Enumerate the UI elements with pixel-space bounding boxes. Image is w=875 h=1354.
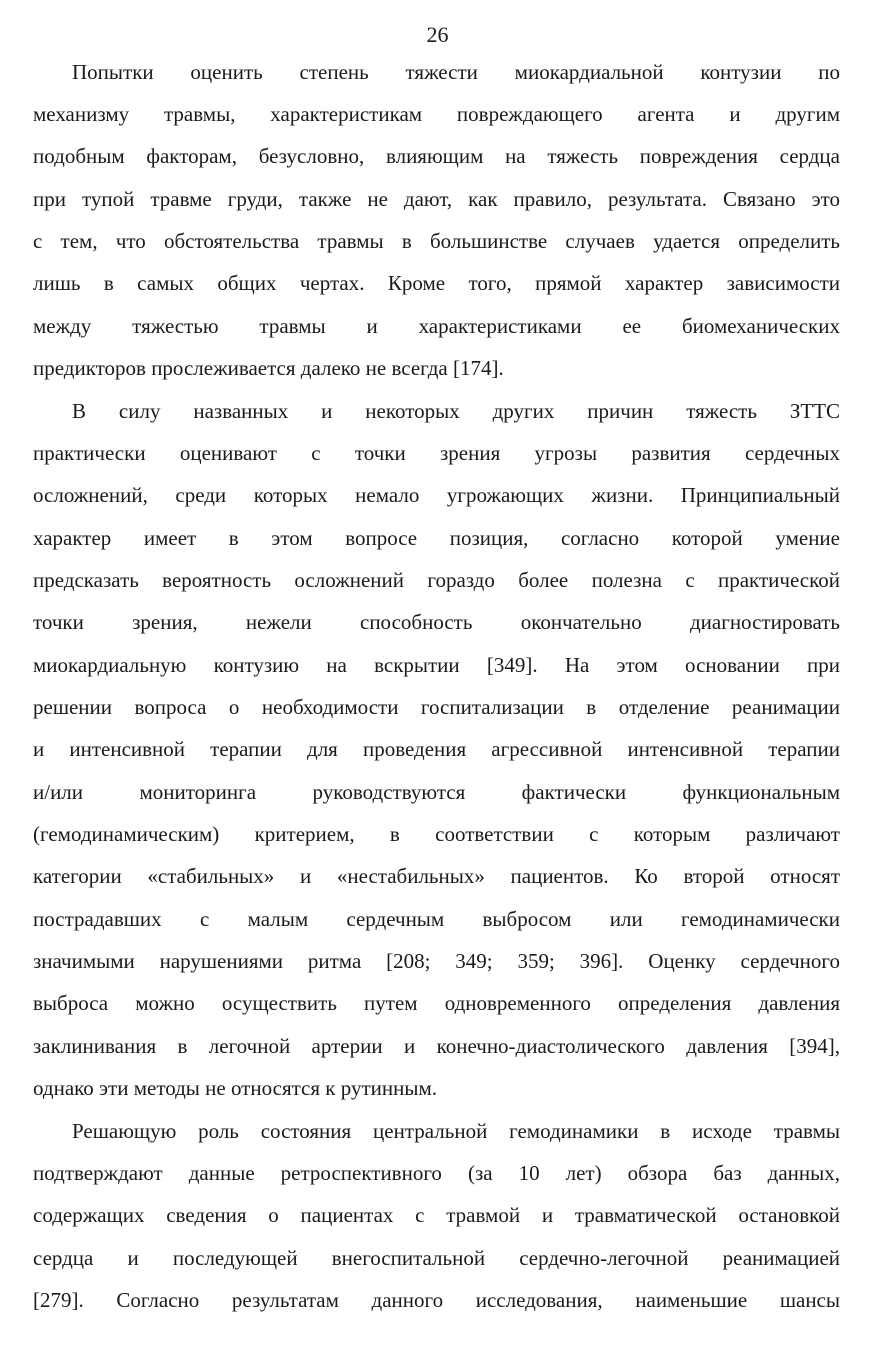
paragraph-line: и интенсивной терапии для проведения агрессивной интенсивной терапии [33, 737, 840, 761]
page-number: 26 [426, 22, 449, 47]
paragraph-line: механизму травмы, характеристикам повреждающего агента и другим [33, 102, 840, 126]
paragraph-line: предикторов прослеживается далеко не всегда [174]. [33, 356, 504, 380]
paragraph-line: лишь в самых общих чертах. Кроме того, прямой характер зависимости [33, 271, 840, 295]
paragraph-line: Попытки оценить степень тяжести миокардиальной контузии по [72, 60, 840, 84]
paragraph-line: миокардиальную контузию на вскрытии [349]. На этом основании при [33, 653, 840, 677]
paragraph-line: выброса можно осуществить путем одновременного определения давления [33, 991, 840, 1015]
paragraph-line: точки зрения, нежели способность окончательно диагностировать [33, 610, 840, 634]
paragraph-line: при тупой травме груди, также не дают, как правило, результата. Связано это [33, 187, 840, 211]
paragraph-line: (гемодинамическим) критерием, в соответствии с которым различают [33, 822, 840, 846]
paragraph-line: содержащих сведения о пациентах с травмой и травматической остановкой [33, 1203, 840, 1227]
paragraph-line: между тяжестью травмы и характеристиками ее биомеханических [33, 314, 840, 338]
paragraph-line: подтверждают данные ретроспективного (за 10 лет) обзора баз данных, [33, 1161, 840, 1185]
paragraph-line: заклинивания в легочной артерии и конечно-диастолического давления [394], [33, 1034, 840, 1058]
paragraph-line: решении вопроса о необходимости госпитализации в отделение реанимации [33, 695, 840, 719]
paragraph-line: и/или мониторинга руководствуются фактически функциональным [33, 780, 840, 804]
paragraph-line: пострадавших с малым сердечным выбросом или гемодинамически [33, 907, 840, 931]
paragraph-line: категории «стабильных» и «нестабильных» пациентов. Ко второй относят [33, 864, 840, 888]
paragraph-line: осложнений, среди которых немало угрожающих жизни. Принципиальный [33, 483, 840, 507]
paragraph-line: характер имеет в этом вопросе позиция, согласно которой умение [33, 526, 840, 550]
paragraph-line: сердца и последующей внегоспитальной сердечно-легочной реанимацией [33, 1246, 840, 1270]
paragraph-line: В силу названных и некоторых других причин тяжесть ЗТТС [72, 399, 840, 423]
paragraph-line: практически оценивают с точки зрения угрозы развития сердечных [33, 441, 840, 465]
paragraph-line: с тем, что обстоятельства травмы в большинстве случаев удается определить [33, 229, 840, 253]
paragraph-line: Решающую роль состояния центральной гемодинамики в исходе травмы [72, 1119, 840, 1143]
paragraph-line: предсказать вероятность осложнений гораздо более полезна с практической [33, 568, 840, 592]
paragraph-line: значимыми нарушениями ритма [208; 349; 359; 396]. Оценку сердечного [33, 949, 840, 973]
paragraph-line: [279]. Согласно результатам данного исследования, наименьшие шансы [33, 1288, 840, 1312]
paragraph-line: подобным факторам, безусловно, влияющим на тяжесть повреждения сердца [33, 144, 840, 168]
paragraph-line: однако эти методы не относятся к рутинным. [33, 1076, 437, 1100]
